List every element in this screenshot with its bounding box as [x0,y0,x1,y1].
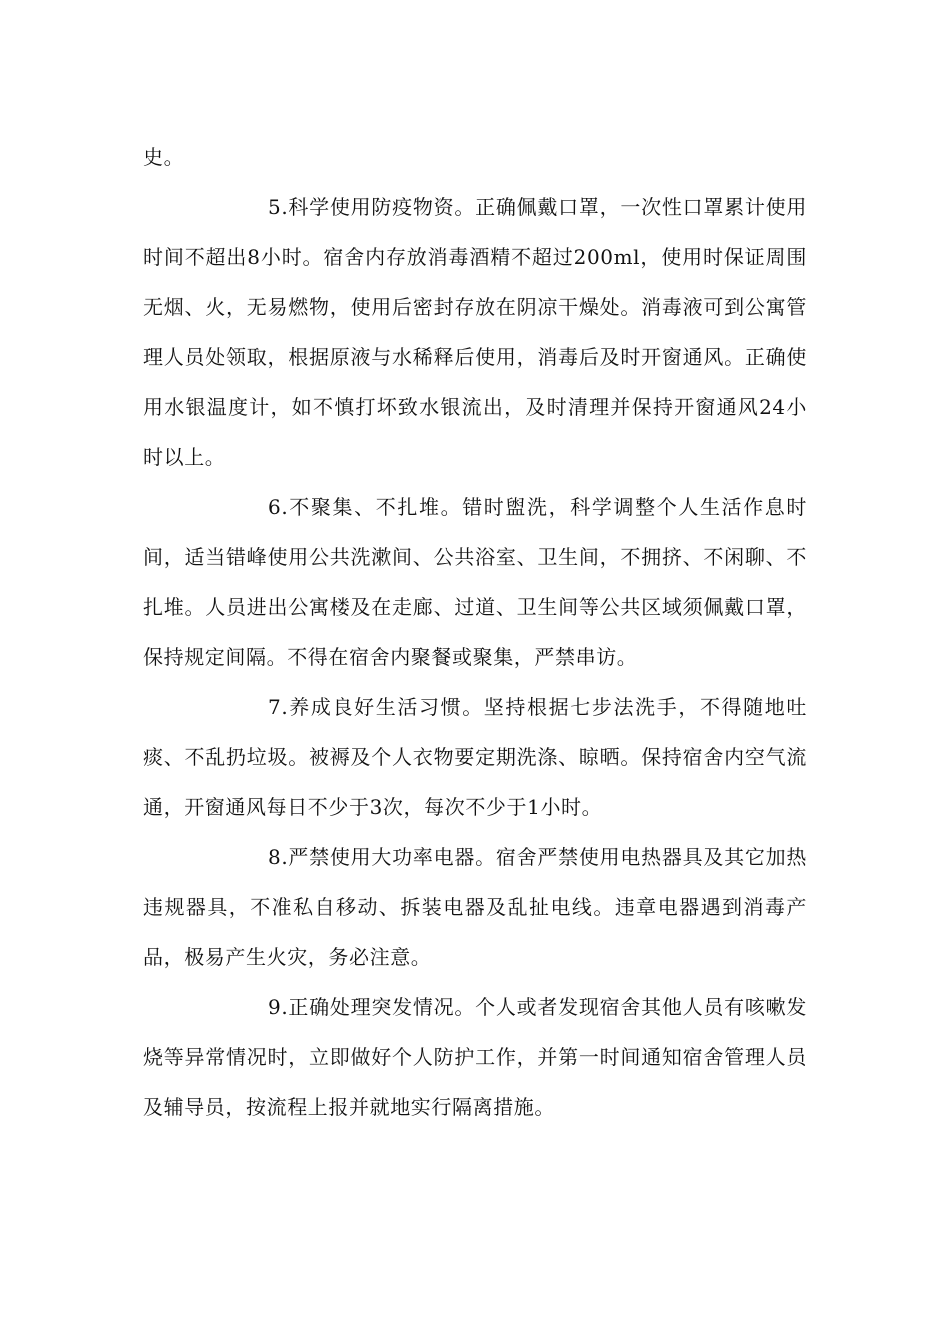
paragraph-item-7: 7.养成良好生活习惯。坚持根据七步法洗手，不得随地吐痰、不乱扔垃圾。被褥及个人衣物要定期洗涤、晾晒。保持宿舍内空气流通，开窗通风每日不少于3次，每次不少于1小时。 [143,695,807,819]
document-body [143,132,807,1132]
paragraph-item-6: 6.不聚集、不扎堆。错时盥洗，科学调整个人生活作息时间，适当错峰使用公共洗漱间、公共浴室、卫生间，不拥挤、不闲聊、不扎堆。人员进出公寓楼及在走廊、过道、卫生间等公共区域须佩戴口罩，保持规定间隔。不得在宿舍内聚餐或聚集，严禁串访。 [143,495,807,669]
paragraph-item-8: 8.严禁使用大功率电器。宿舍严禁使用电热器具及其它加热违规器具，不准私自移动、拆装电器及乱扯电线。违章电器遇到消毒产品，极易产生火灾，务必注意。 [143,845,807,969]
paragraph-item-9: 9.正确处理突发情况。个人或者发现宿舍其他人员有咳嗽发烧等异常情况时，立即做好个人防护工作，并第一时间通知宿舍管理人员及辅导员，按流程上报并就地实行隔离措施。 [143,995,807,1119]
paragraph-continuation: 史。 [143,145,185,169]
paragraph-item-5: 5.科学使用防疫物资。正确佩戴口罩，一次性口罩累计使用时间不超出8小时。宿舍内存放消毒酒精不超过200ml，使用时保证周围无烟、火，无易燃物，使用后密封存放在阴凉干燥处。消毒液可到公寓管理人员处领取，根据原液与水稀释后使用，消毒后及时开窗通风。正确使用水银温度计，如不慎打坏致水银流出，及时清理并保持开窗通风24小时以上。 [143,195,807,469]
